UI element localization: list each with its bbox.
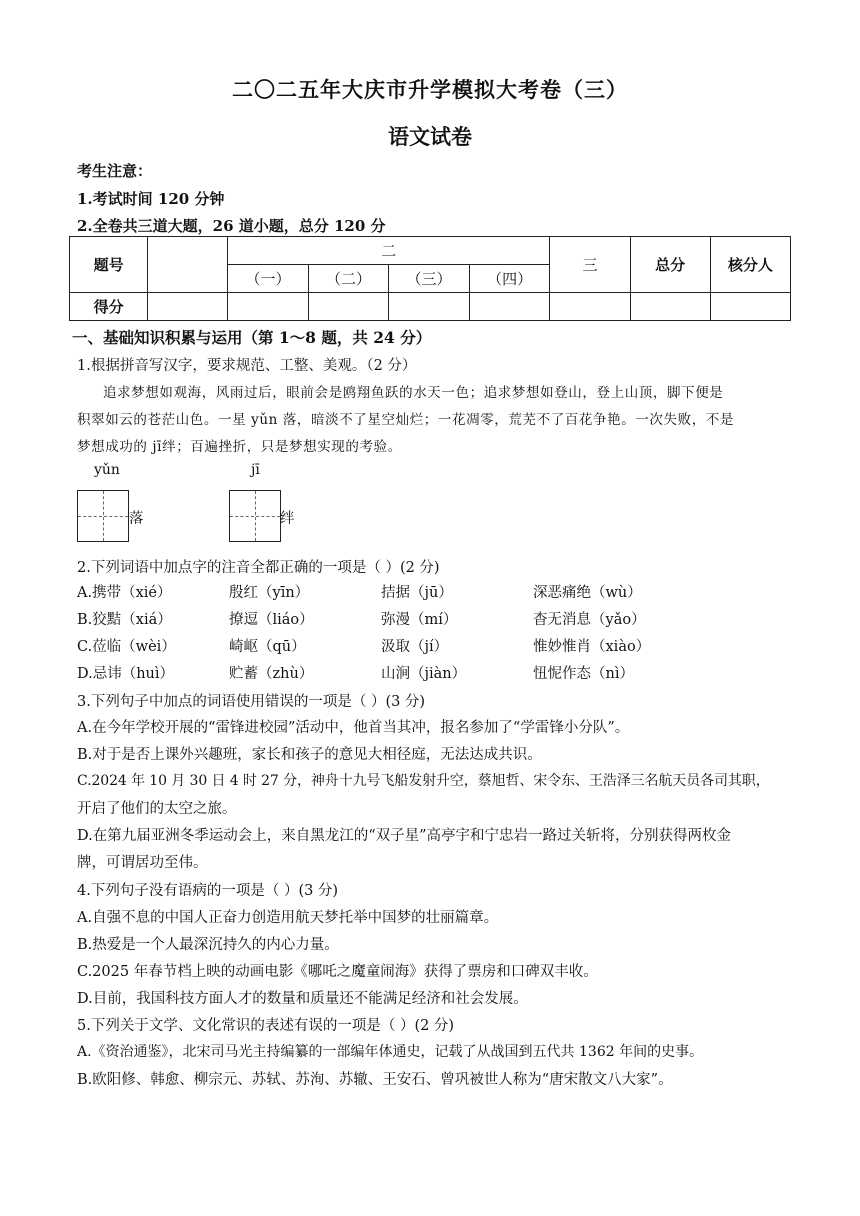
score-cell[interactable] bbox=[389, 293, 470, 321]
q4-option-c: C.2025 年春节档上映的动画电影《哪吒之魔童闹海》获得了票房和口碑双丰收。 bbox=[77, 964, 598, 980]
q1-writing-box-1[interactable] bbox=[77, 490, 129, 542]
sub-col-1: （一） bbox=[228, 265, 309, 293]
q3-stem: 3.下列句子中加点的词语使用错误的一项是（ ）(3 分) bbox=[77, 694, 426, 710]
q5-option-a: A.《资治通鉴》，北宋司马光主持编纂的一部编年体通史，记载了从战国到五代共 1362 年间的史事。 bbox=[77, 1044, 704, 1060]
score-cell[interactable] bbox=[630, 293, 710, 321]
q2-option-c-1: C.莅临（wèi） bbox=[77, 639, 176, 655]
q1-pinyin-2: jī bbox=[251, 462, 260, 478]
q2-option-d-1: D.忌讳（huì） bbox=[77, 666, 175, 682]
q2-option-a-2: 殷红（yīn） bbox=[229, 585, 310, 601]
q4-stem: 4.下列句子没有语病的一项是（ ）(3 分) bbox=[77, 883, 339, 899]
score-table bbox=[69, 236, 791, 321]
score-cell[interactable] bbox=[308, 293, 389, 321]
q2-option-d-3: 山涧（jiàn） bbox=[381, 666, 467, 682]
q2-option-a-3: 拮据（jū） bbox=[381, 585, 453, 601]
blank-cell bbox=[148, 237, 228, 293]
sub-col-2: （二） bbox=[308, 265, 389, 293]
notice-heading: 考生注意： bbox=[77, 162, 153, 180]
q2-option-c-4: 惟妙惟肖（xiào） bbox=[533, 639, 651, 655]
notice-item-2: 2.全卷共三道大题，26 道小题，总分 120 分 bbox=[77, 217, 386, 235]
q2-option-d-2: 贮蓄（zhù） bbox=[229, 666, 314, 682]
q2-option-b-3: 弥漫（mí） bbox=[381, 612, 458, 628]
exam-title: 二〇二五年大庆市升学模拟大考卷（三） bbox=[232, 77, 628, 102]
score-cell[interactable] bbox=[550, 293, 630, 321]
q3-option-c-line-1: C.2024 年 10 月 30 日 4 时 27 分，神舟十九号飞船发射升空，蔡旭哲、宋令东、王浩泽三名航天员各司其职， bbox=[77, 773, 770, 789]
score-cell[interactable] bbox=[228, 293, 309, 321]
q2-option-b-1: B.狡黠（xiá） bbox=[77, 612, 172, 628]
col-three-header: 三 bbox=[550, 237, 630, 293]
q2-option-a-4: 深恶痛绝（wù） bbox=[533, 585, 642, 601]
q3-option-d-line-2: 牌，可谓居功至伟。 bbox=[77, 855, 208, 871]
exam-subtitle: 语文试卷 bbox=[388, 124, 472, 149]
q1-passage-line-1: 追求梦想如观海，风雨过后，眼前会是鸥翔鱼跃的水天一色；追求梦想如登山，登上山顶，脚下便是 bbox=[103, 385, 724, 401]
q4-option-b: B.热爱是一个人最深沉持久的内心力量。 bbox=[77, 937, 339, 953]
q1-char-after-1: 落 bbox=[129, 511, 144, 527]
q2-option-c-3: 汲取（jí） bbox=[381, 639, 449, 655]
q5-stem: 5.下列关于文学、文化常识的表述有误的一项是（ ）(2 分) bbox=[77, 1018, 455, 1034]
col-checker-header: 核分人 bbox=[710, 237, 790, 293]
q2-option-d-4: 忸怩作态（nì） bbox=[533, 666, 634, 682]
q1-writing-box-2[interactable] bbox=[229, 490, 281, 542]
row-label-question: 题号 bbox=[70, 237, 148, 293]
row-label-score: 得分 bbox=[70, 293, 148, 321]
score-cell[interactable] bbox=[469, 293, 550, 321]
q2-stem: 2.下列词语中加点字的注音全都正确的一项是（ ）(2 分) bbox=[77, 560, 440, 576]
q1-stem: 1.根据拼音写汉字，要求规范、工整、美观。（2 分） bbox=[77, 358, 417, 374]
q3-option-a: A.在今年学校开展的“雷锋进校园”活动中，他首当其冲，报名参加了“学雷锋小分队”。 bbox=[77, 720, 630, 736]
notice-item-1: 1.考试时间 120 分钟 bbox=[77, 190, 225, 208]
q1-pinyin-1: yǔn bbox=[94, 462, 120, 478]
score-cell[interactable] bbox=[148, 293, 228, 321]
q1-passage-line-2: 积翠如云的苍茫山色。一星 yǔn 落，暗淡不了星空灿烂；一花凋零，荒芜不了百花争艳。一次失败，不是 bbox=[77, 412, 734, 428]
sub-col-3: （三） bbox=[389, 265, 470, 293]
q2-option-b-4: 杳无消息（yǎo） bbox=[533, 612, 646, 628]
q5-option-b: B.欧阳修、韩愈、柳宗元、苏轼、苏洵、苏辙、王安石、曾巩被世人称为“唐宋散文八大家”。 bbox=[77, 1072, 673, 1088]
q2-option-b-2: 撩逗（liáo） bbox=[229, 612, 314, 628]
q1-char-after-2: 绊 bbox=[280, 511, 295, 527]
q3-option-d-line-1: D.在第九届亚洲冬季运动会上，来自黑龙江的“双子星”高亭宇和宁忠岩一路过关斩将，分别获得两枚金 bbox=[77, 828, 732, 844]
q4-option-a: A.自强不息的中国人正奋力创造用航天梦托举中国梦的壮丽篇章。 bbox=[77, 910, 499, 926]
sub-col-4: （四） bbox=[469, 265, 550, 293]
q1-passage-line-3: 梦想成功的 jī绊；百遍挫折，只是梦想实现的考验。 bbox=[77, 439, 402, 455]
col-total-header: 总分 bbox=[630, 237, 710, 293]
group-two-header: 二 bbox=[228, 237, 550, 265]
q4-option-d: D.目前，我国科技方面人才的数量和质量还不能满足经济和社会发展。 bbox=[77, 991, 528, 1007]
q2-option-c-2: 崎岖（qū） bbox=[229, 639, 306, 655]
q3-option-b: B.对于是否上课外兴趣班，家长和孩子的意见大相径庭，无法达成共识。 bbox=[77, 747, 542, 763]
q2-option-a-1: A.携带（xié） bbox=[77, 585, 172, 601]
q3-option-c-line-2: 开启了他们的太空之旅。 bbox=[77, 801, 237, 817]
score-cell[interactable] bbox=[710, 293, 790, 321]
section-1-heading: 一、基础知识积累与运用（第 1～8 题，共 24 分） bbox=[72, 328, 432, 347]
